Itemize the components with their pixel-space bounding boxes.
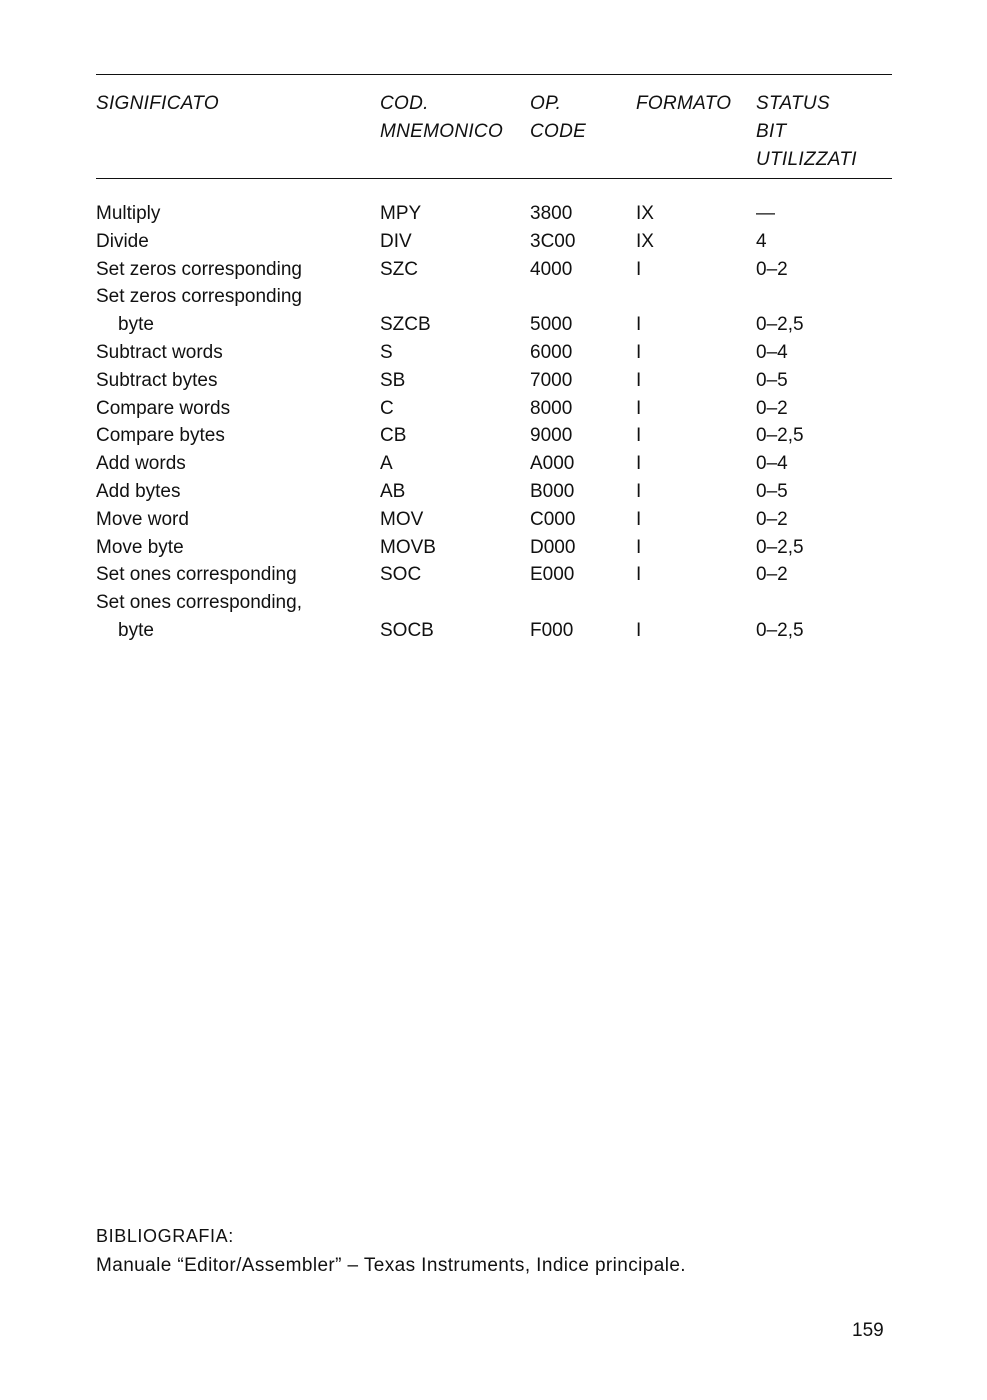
- cell-mnemonico: C: [380, 397, 394, 419]
- cell-status: 0–4: [756, 341, 788, 363]
- cell-formato: IX: [636, 230, 654, 252]
- cell-mnemonico: CB: [380, 425, 407, 447]
- cell-mnemonico: SB: [380, 369, 406, 391]
- header-significato: [96, 90, 219, 118]
- table-row: [0, 506, 987, 534]
- cell-mnemonico: MOVB: [380, 536, 436, 558]
- bibliography-title: BIBLIOGRAFIA:: [96, 1226, 234, 1246]
- cell-formato: I: [636, 258, 642, 280]
- cell-mnemonico: SZC: [380, 258, 418, 280]
- cell-significato: Set zeros corresponding: [96, 258, 302, 280]
- cell-formato: I: [636, 453, 642, 475]
- cell-formato: I: [636, 425, 642, 447]
- cell-formato: I: [636, 314, 642, 336]
- table-row: [0, 422, 987, 450]
- header-opcode-line-1: OP.: [530, 93, 562, 114]
- table-row: [0, 478, 987, 506]
- cell-opcode: A000: [530, 453, 575, 475]
- cell-opcode: F000: [530, 619, 574, 641]
- cell-status: —: [756, 203, 775, 224]
- page-number: 159: [852, 1320, 884, 1341]
- cell-significato: Set zeros corresponding: [96, 286, 302, 308]
- table-header-rule: [96, 178, 892, 179]
- cell-opcode: 6000: [530, 341, 573, 363]
- table-row: [0, 339, 987, 367]
- cell-status: 0–2,5: [756, 619, 804, 641]
- header-status: [756, 90, 857, 174]
- cell-formato: I: [636, 397, 642, 419]
- cell-opcode: 4000: [530, 258, 573, 280]
- cell-status: 0–2,5: [756, 314, 804, 336]
- cell-formato: I: [636, 369, 642, 391]
- table-row: [0, 617, 987, 645]
- table-row: [0, 311, 987, 339]
- cell-opcode: C000: [530, 508, 576, 530]
- table-row: [0, 589, 987, 617]
- cell-significato: Multiply: [96, 203, 161, 224]
- cell-status: 0–2: [756, 508, 788, 530]
- cell-status: 0–5: [756, 480, 788, 502]
- table-row: [0, 256, 987, 284]
- cell-status: 0–2,5: [756, 536, 804, 558]
- header-status-line-3: UTILIZZATI: [756, 149, 857, 170]
- cell-significato: Divide: [96, 230, 149, 252]
- cell-significato: Move word: [96, 508, 189, 530]
- cell-status: 0–2: [756, 564, 788, 586]
- cell-mnemonico: MOV: [380, 508, 424, 530]
- cell-mnemonico: SOC: [380, 564, 422, 586]
- cell-significato: byte: [118, 314, 154, 336]
- table-row: [0, 450, 987, 478]
- header-status-line-1: STATUS: [756, 93, 830, 114]
- cell-opcode: 3800: [530, 203, 573, 224]
- header-mnemonico: [380, 90, 503, 146]
- cell-significato: Add words: [96, 453, 186, 475]
- cell-formato: I: [636, 508, 642, 530]
- cell-mnemonico: AB: [380, 480, 406, 502]
- cell-status: 0–2: [756, 397, 788, 419]
- cell-formato: I: [636, 619, 642, 641]
- bibliography-entry: Manuale “Editor/Assembler” – Texas Instruments, Indice principale.: [96, 1255, 686, 1276]
- table-row: [0, 367, 987, 395]
- cell-opcode: 3C00: [530, 230, 576, 252]
- header-opcode-line-2: CODE: [530, 121, 587, 142]
- cell-mnemonico: S: [380, 341, 393, 363]
- table-top-rule: [96, 74, 892, 75]
- table-row: [0, 283, 987, 311]
- cell-formato: I: [636, 341, 642, 363]
- cell-status: 0–2: [756, 258, 788, 280]
- cell-opcode: 8000: [530, 397, 573, 419]
- cell-mnemonico: SZCB: [380, 314, 431, 336]
- cell-significato: Subtract words: [96, 341, 223, 363]
- cell-mnemonico: DIV: [380, 230, 412, 252]
- cell-mnemonico: SOCB: [380, 619, 434, 641]
- cell-opcode: D000: [530, 536, 576, 558]
- cell-status: 0–5: [756, 369, 788, 391]
- cell-opcode: 5000: [530, 314, 573, 336]
- header-formato-line: FORMATO: [636, 93, 732, 114]
- header-significato-line: SIGNIFICATO: [96, 93, 219, 114]
- header-mnemonico-line-2: MNEMONICO: [380, 121, 504, 142]
- cell-formato: I: [636, 564, 642, 586]
- cell-opcode: 7000: [530, 369, 573, 391]
- cell-significato: Compare bytes: [96, 425, 225, 447]
- cell-significato: Set ones corresponding,: [96, 592, 302, 614]
- cell-formato: I: [636, 536, 642, 558]
- cell-opcode: 9000: [530, 425, 573, 447]
- header-opcode: [530, 90, 586, 146]
- cell-formato: I: [636, 480, 642, 502]
- cell-significato: Add bytes: [96, 480, 181, 502]
- cell-mnemonico: A: [380, 453, 393, 475]
- cell-opcode: B000: [530, 480, 575, 502]
- cell-significato: Compare words: [96, 397, 231, 419]
- cell-mnemonico: MPY: [380, 203, 422, 224]
- cell-status: 0–2,5: [756, 425, 804, 447]
- table-row: [0, 395, 987, 423]
- cell-significato: Subtract bytes: [96, 369, 218, 391]
- cell-opcode: E000: [530, 564, 575, 586]
- table-row: [0, 200, 987, 228]
- table-row: [0, 561, 987, 589]
- header-formato: [636, 90, 731, 118]
- cell-formato: IX: [636, 203, 654, 224]
- instruction-table: [0, 200, 987, 645]
- table-row: [0, 534, 987, 562]
- cell-significato: byte: [118, 619, 154, 641]
- cell-status: 0–4: [756, 453, 788, 475]
- cell-significato: Set ones corresponding: [96, 564, 297, 586]
- cell-significato: Move byte: [96, 536, 184, 558]
- header-mnemonico-line-1: COD.: [380, 93, 429, 114]
- header-status-line-2: BIT: [756, 121, 787, 142]
- cell-status: 4: [756, 230, 767, 252]
- table-row: [0, 228, 987, 256]
